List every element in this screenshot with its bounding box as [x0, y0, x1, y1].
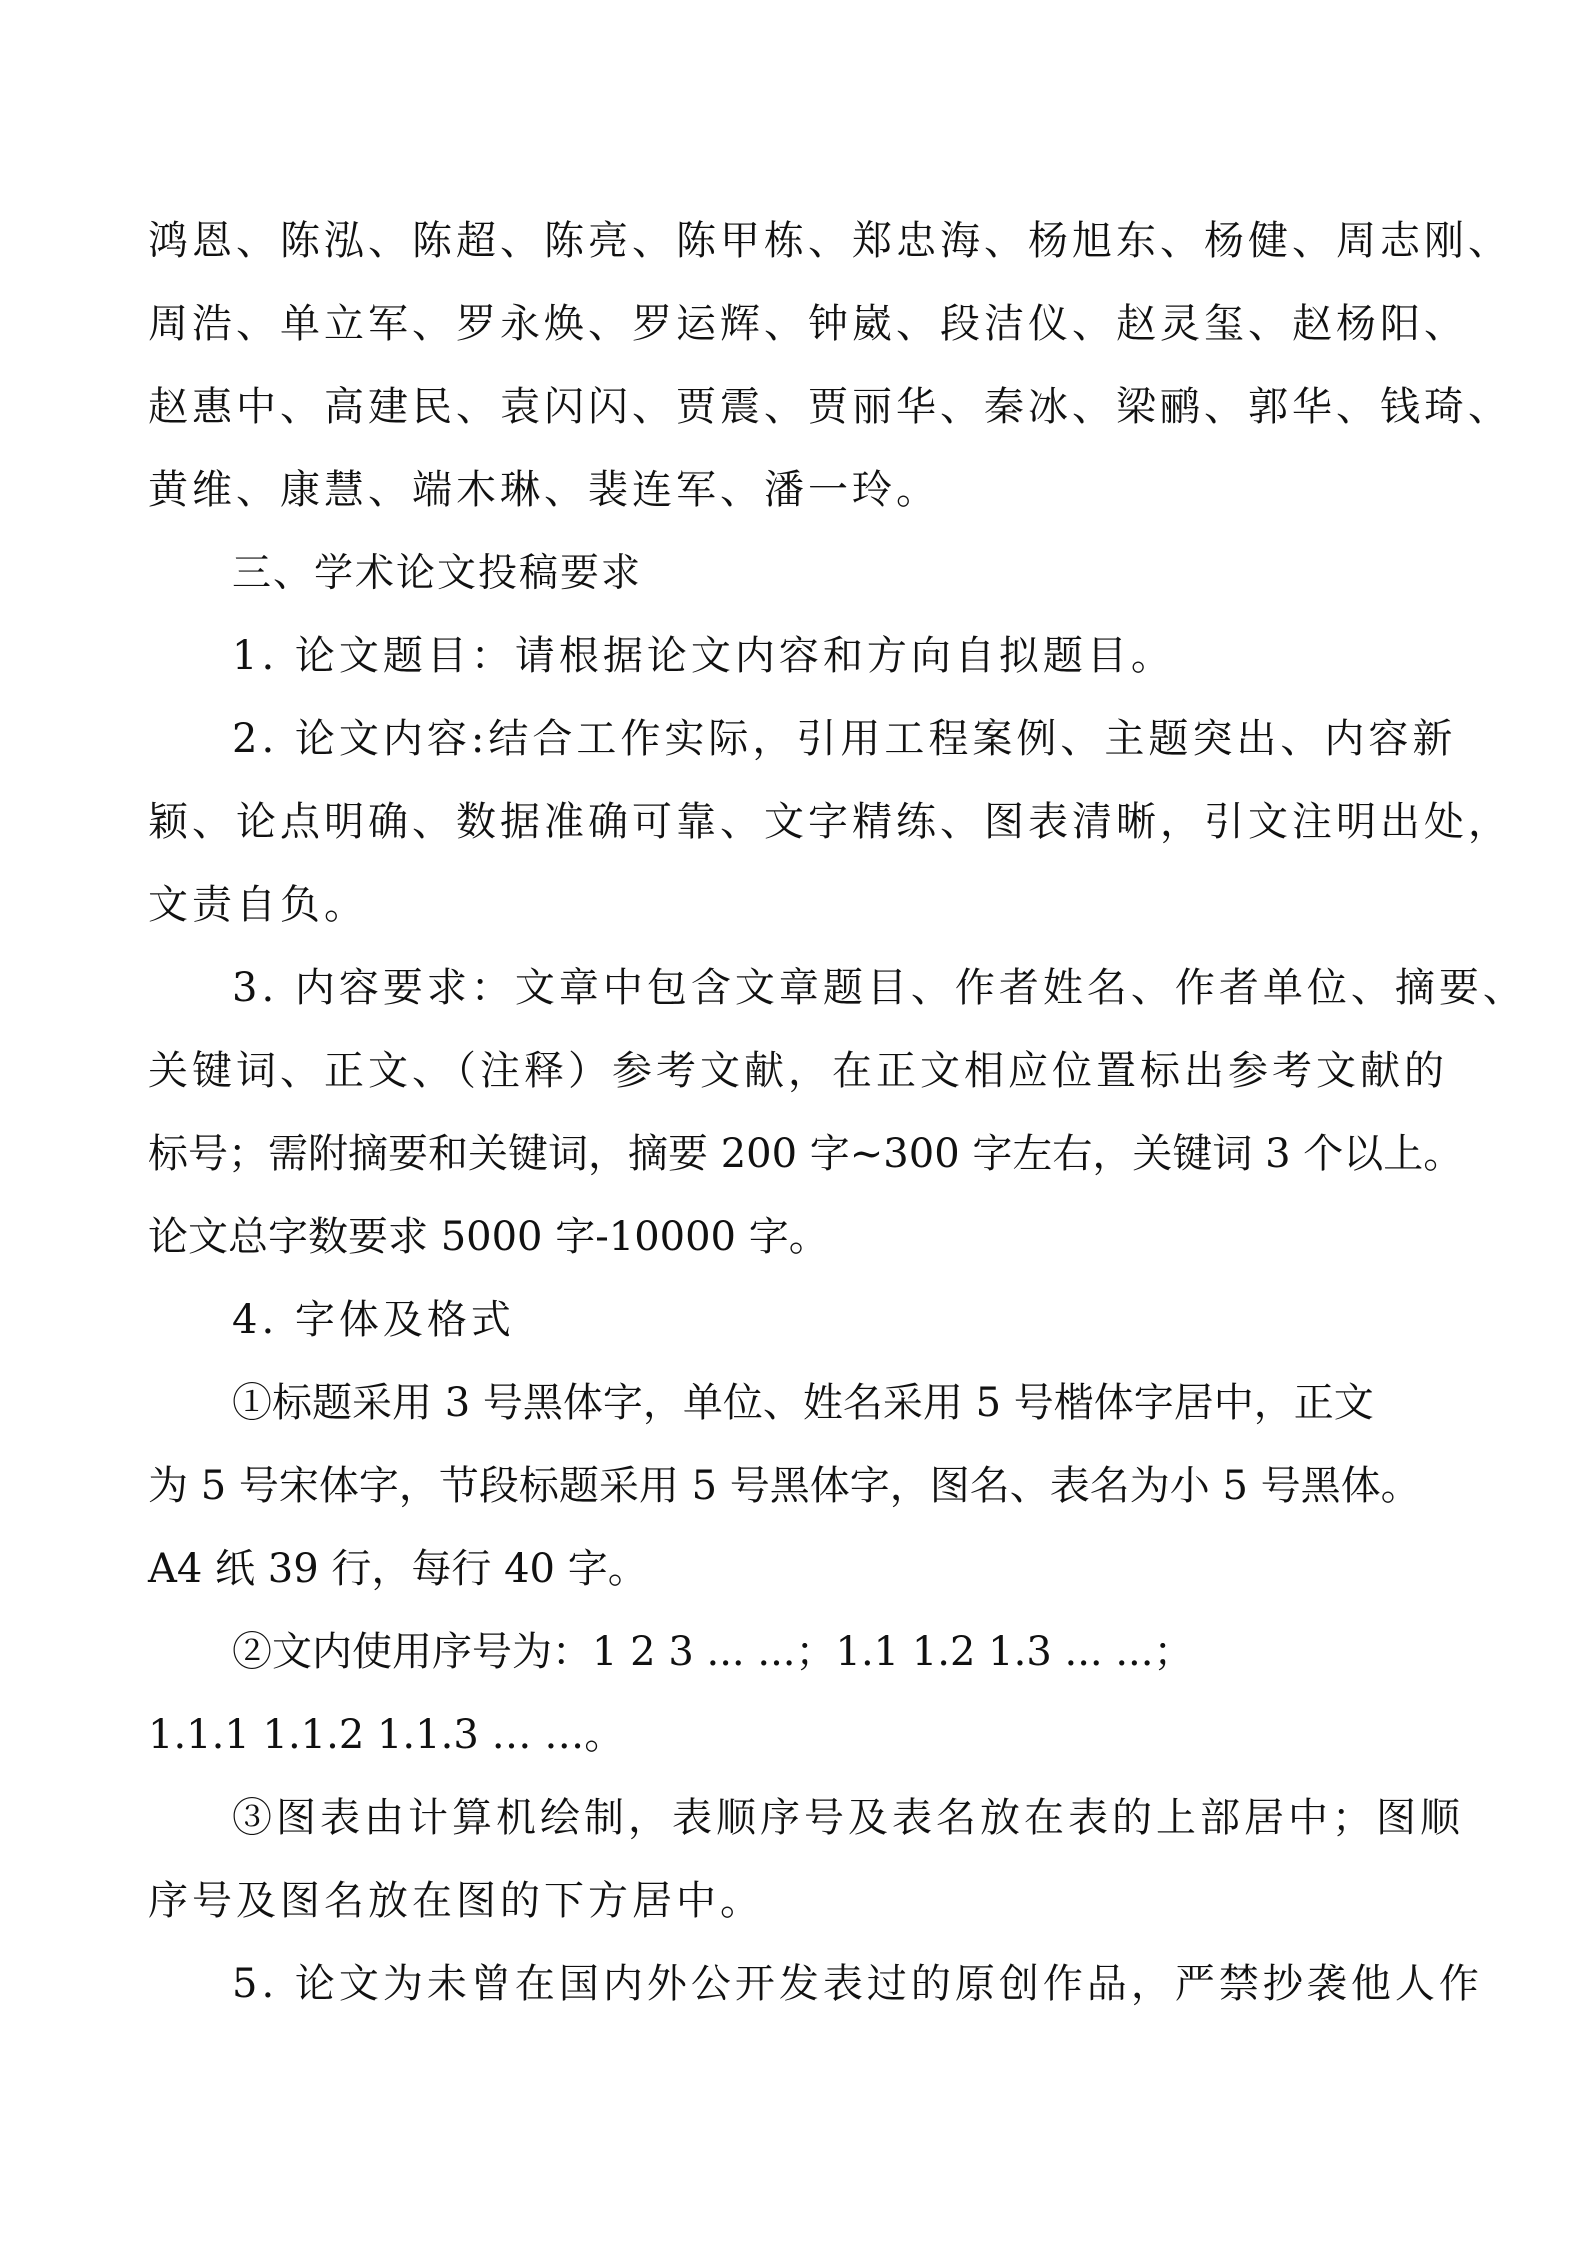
paragraph-line: 关键词、正文、（注释）参考文献，在正文相应位置标出参考文献的 — [148, 1048, 1448, 1094]
paragraph-line: 3. 内容要求：文章中包含文章题目、作者姓名、作者单位、摘要、 — [232, 965, 1527, 1011]
paragraph-line: ①标题采用 3 号黑体字，单位、姓名采用 5 号楷体字居中，正文 — [232, 1380, 1374, 1426]
document-body — [148, 200, 1527, 2026]
paragraph-line: 1. 论文题目：请根据论文内容和方向自拟题目。 — [232, 633, 1175, 679]
paragraph-line: 序号及图名放在图的下方居中。 — [148, 1878, 764, 1924]
paragraph-line: 论文总字数要求 5000 字-10000 字。 — [148, 1214, 829, 1260]
paragraph-line: 黄维、康慧、端木琳、裴连军、潘一玲。 — [148, 467, 940, 513]
paragraph-line: ③图表由计算机绘制，表顺序号及表名放在表的上部居中；图顺 — [232, 1795, 1464, 1841]
paragraph-line: ②文内使用序号为：1 2 3 ... ...；1.1 1.2 1.3 ... ...； — [232, 1629, 1194, 1675]
paragraph-line: 周浩、单立军、罗永焕、罗运辉、钟崴、段洁仪、赵灵玺、赵杨阳、 — [148, 301, 1468, 347]
paragraph-line: 鸿恩、陈泓、陈超、陈亮、陈甲栋、郑忠海、杨旭东、杨健、周志刚、 — [148, 218, 1512, 264]
paragraph-line: 文责自负。 — [148, 882, 368, 928]
paragraph-line: 1.1.1 1.1.2 1.1.3 … …。 — [148, 1712, 625, 1758]
paragraph-line: 5. 论文为未曾在国内外公开发表过的原创作品，严禁抄袭他人作 — [232, 1961, 1483, 2007]
paragraph-line: 标号；需附摘要和关键词，摘要 200 字~300 字左右，关键词 3 个以上。 — [148, 1131, 1464, 1177]
paragraph-line: 为 5 号宋体字，节段标题采用 5 号黑体字，图名、表名为小 5 号黑体。 — [148, 1463, 1421, 1509]
paragraph-line: 赵惠中、高建民、袁闪闪、贾震、贾丽华、秦冰、梁鹂、郭华、钱琦、 — [148, 384, 1512, 430]
paragraph-line: 颖、论点明确、数据准确可靠、文字精练、图表清晰，引文注明出处， — [148, 799, 1512, 845]
paragraph-line: A4 纸 39 行，每行 40 字。 — [148, 1546, 648, 1592]
paragraph-line: 2. 论文内容:结合工作实际，引用工程案例、主题突出、内容新 — [232, 716, 1457, 762]
section-heading: 三、学术论文投稿要求 — [232, 551, 643, 596]
subheading-line: 4. 字体及格式 — [232, 1297, 515, 1343]
